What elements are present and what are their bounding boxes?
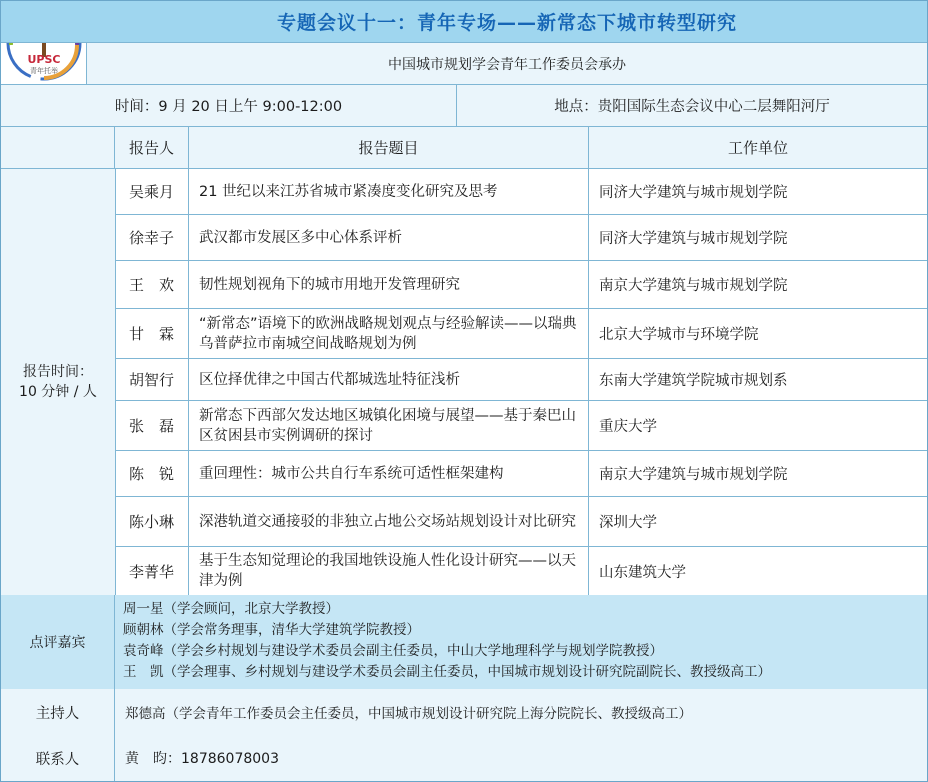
talks-section — [1, 169, 927, 596]
contact-value: 黄 昀：18786078003 — [125, 751, 279, 767]
talk-topic: “新常态”语境下的欧洲战略规划观点与经验解读——以瑞典乌普萨拉市南城空间战略规划为例 — [189, 309, 589, 358]
table-row — [115, 169, 927, 215]
title-bar — [1, 1, 927, 43]
host-label: 主持人 — [1, 689, 115, 735]
table-row — [115, 215, 927, 261]
speaker-name: 徐幸子 — [115, 215, 189, 260]
header-unit: 工作单位 — [727, 139, 788, 157]
talk-time-label — [1, 169, 116, 595]
talk-topic: 重回理性：城市公共自行车系统可适性框架建构 — [189, 451, 589, 496]
speaker-name: 吴乘月 — [115, 169, 189, 214]
talk-topic: 基于生态知觉理论的我国地铁设施人性化设计研究——以天津为例 — [189, 547, 589, 595]
talk-topic: 21 世纪以来江苏省城市紧凑度变化研究及思考 — [189, 169, 589, 214]
table-row — [115, 261, 927, 309]
table-row — [115, 309, 927, 359]
speaker-name: 张 磊 — [115, 401, 189, 450]
reviewer-item: 周一星（学会顾问，北京大学教授） — [123, 601, 339, 617]
speaker-unit: 北京大学城市与环境学院 — [599, 327, 759, 343]
table-row — [115, 359, 927, 401]
speaker-name: 甘 霖 — [115, 309, 189, 358]
speaker-unit: 南京大学建筑与城市规划学院 — [599, 467, 788, 483]
speaker-name: 陈 锐 — [115, 451, 189, 496]
time-location-row — [1, 85, 927, 127]
header-topic: 报告题目 — [189, 127, 589, 168]
speaker-unit: 山东建筑大学 — [599, 564, 686, 581]
speaker-name: 李菁华 — [115, 547, 189, 595]
column-header-row — [1, 127, 927, 169]
talk-topic: 深港轨道交通接驳的非独立占地公交场站规划设计对比研究 — [189, 497, 589, 546]
meeting-location: 地点：贵阳国际生态会议中心二层舞阳河厅 — [554, 99, 830, 115]
table-row — [115, 547, 927, 595]
talk-time-line-2: 10 分钟 / 人 — [19, 384, 97, 400]
logo-text: UPSC — [27, 53, 61, 66]
speaker-unit: 同济大学建筑与城市规划学院 — [599, 231, 788, 247]
speaker-unit: 南京大学建筑与城市规划学院 — [599, 278, 788, 294]
table-row — [115, 451, 927, 497]
reviewer-item: 顾朝林（学会常务理事，清华大学建筑学院教授） — [123, 622, 420, 638]
organizer-text: 中国城市规划学会青年工作委员会承办 — [388, 56, 626, 73]
speaker-unit: 深圳大学 — [599, 515, 657, 531]
talk-topic: 韧性规划视角下的城市用地开发管理研究 — [189, 261, 589, 308]
table-row — [115, 497, 927, 547]
talk-time-line-1: 报告时间： — [23, 364, 93, 380]
speaker-name: 胡智行 — [115, 359, 189, 400]
reviewer-item: 王 凯（学会理事、乡村规划与建设学术委员会副主任委员，中国城市规划设计研究院副院长、教授级高工） — [123, 664, 771, 680]
table-row — [115, 401, 927, 451]
organizer-row — [1, 43, 927, 85]
logo-subtext: 青年托举 — [30, 67, 58, 75]
meeting-time: 时间：9 月 20 日上午 9:00-12:00 — [1, 85, 457, 126]
talk-topic: 区位择优律之中国古代都城选址特征浅析 — [189, 359, 589, 400]
talk-topic: 新常态下西部欠发达地区城镇化困境与展望——基于秦巴山区贫困县市实例调研的探讨 — [189, 401, 589, 450]
speaker-unit: 重庆大学 — [599, 419, 657, 435]
reviewers-section — [1, 595, 927, 690]
header-speaker: 报告人 — [115, 127, 189, 168]
reviewer-item: 袁奇峰（学会乡村规划与建设学术委员会副主任委员，中山大学地理科学与规划学院教授） — [123, 643, 663, 659]
reviewers-label: 点评嘉宾 — [1, 595, 115, 689]
contact-label: 联系人 — [1, 735, 115, 781]
speaker-name: 陈小琳 — [115, 497, 189, 546]
header-blank — [1, 127, 115, 168]
talk-topic: 武汉都市发展区多中心体系评析 — [189, 215, 589, 260]
speaker-name: 王 欢 — [115, 261, 189, 308]
speaker-unit: 同济大学建筑与城市规划学院 — [599, 185, 788, 201]
page-title: 专题会议十一：青年专场——新常态下城市转型研究 — [276, 12, 737, 34]
host-value: 郑德高（学会青年工作委员会主任委员，中国城市规划设计研究院上海分院院长、教授级高工） — [125, 706, 692, 722]
speaker-unit: 东南大学建筑学院城市规划系 — [599, 373, 788, 389]
host-row — [1, 689, 927, 736]
contact-row — [1, 735, 927, 781]
reviewers-list — [123, 599, 921, 683]
